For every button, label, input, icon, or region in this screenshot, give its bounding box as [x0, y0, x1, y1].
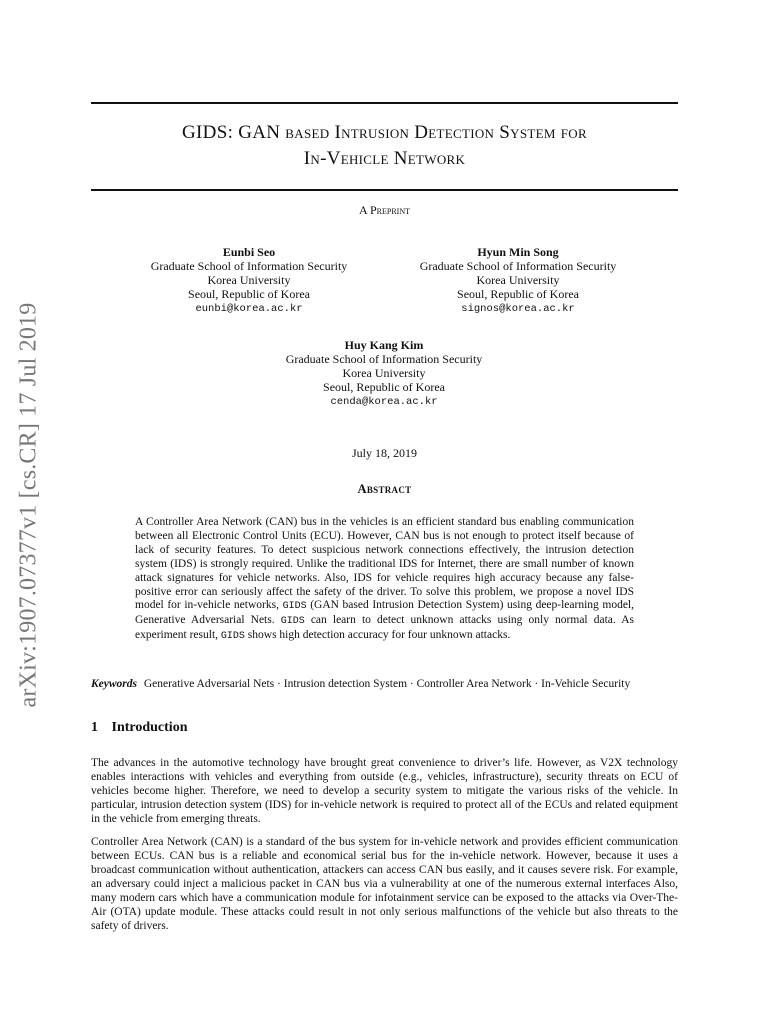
- author-email: eunbi@korea.ac.kr: [195, 303, 303, 315]
- publication-date: July 18, 2019: [351, 446, 417, 460]
- author-email: cenda@korea.ac.kr: [330, 396, 438, 408]
- keywords-list: Generative Adversarial Nets · Intrusion detection System · Controller Area Network · In-Vehicle Security: [143, 678, 631, 690]
- author-block: [254, 338, 514, 409]
- section-number: 1: [91, 720, 98, 735]
- title-rule-bottom: [91, 189, 678, 191]
- section-heading: [91, 720, 187, 736]
- author-name: Huy Kang Kim: [344, 338, 424, 352]
- author-university: Korea University: [342, 366, 426, 380]
- author-email: signos@korea.ac.kr: [461, 303, 575, 315]
- body-paragraph: The advances in the automotive technology have brought great convenience to driver’s life. However, as V2X technology enables interactions with vehicles and everything from outside (e.g., vehicles, infrastructure), security threats on ECU of vehicles become higher. Therefore, we need to develop a security system to mitigate the various risks of the vehicle. In particular, intrusion detection system (IDS) for in-vehicle network is required to protect all of the ECUs and related equipment in the vehicle from emerging threats.: [91, 757, 678, 825]
- author-university: Korea University: [207, 273, 291, 287]
- title-rule-top: [91, 102, 678, 104]
- title-line-1: GIDS: GAN based Intrusion Detection System for: [182, 122, 587, 143]
- keywords: [91, 678, 691, 690]
- title-line-2: In-Vehicle Network: [303, 148, 466, 169]
- section-title: Introduction: [111, 720, 188, 735]
- preprint-label: A Preprint: [358, 203, 410, 217]
- gids-term: GIDS: [220, 631, 245, 643]
- author-affiliation: Graduate School of Information Security: [285, 352, 483, 366]
- arxiv-stamp: [12, 280, 46, 730]
- paper-title: [91, 120, 678, 172]
- abstract-heading: Abstract: [357, 482, 412, 496]
- author-name: Hyun Min Song: [477, 245, 559, 259]
- keywords-label: Keywords: [91, 678, 137, 690]
- author-block: [119, 245, 379, 316]
- abstract-part-4: shows high detection accuracy for four unknown attacks.: [244, 629, 511, 642]
- author-name: Eunbi Seo: [222, 245, 276, 259]
- body-paragraph: Controller Area Network (CAN) is a standard of the bus system for in-vehicle network and provides efficient communication between ECUs. CAN bus is a reliable and economical serial bus for the in-vehicle network. However, because it uses a broadcast communication without authentication, attackers can access CAN bus easily, and it causes severe risk. For example, an adversary could inject a malicious packet in CAN bus via a vulnerability at one of the numerous external interfaces Also, many modern cars which have a communication module for infotainment service can be exposed to the attacks via Over-The-Air (OTA) update module. These attacks could result in not only serious malfunctions of the vehicle but also threats to the safety of drivers.: [91, 836, 678, 932]
- abstract-part-3: can learn to detect unknown attacks using only normal data. As experiment result,: [135, 614, 634, 642]
- arxiv-identifier: arXiv:1907.07377v1 [cs.CR] 17 Jul 2019: [15, 302, 42, 708]
- author-location: Seoul, Republic of Korea: [323, 380, 445, 394]
- author-affiliation: Graduate School of Information Security: [150, 259, 348, 273]
- gids-term: GIDS: [280, 616, 305, 628]
- gids-term: GIDS: [282, 601, 307, 613]
- author-location: Seoul, Republic of Korea: [457, 287, 579, 301]
- author-affiliation: Graduate School of Information Security: [419, 259, 617, 273]
- abstract-text: [135, 516, 634, 644]
- author-university: Korea University: [476, 273, 560, 287]
- author-location: Seoul, Republic of Korea: [188, 287, 310, 301]
- abstract-part-2: (GAN based Intrusion Detection System) using deep-learning model, Generative Adversarial Nets.: [135, 599, 635, 627]
- abstract-part-1: A Controller Area Network (CAN) bus in the vehicles is an efficient standard bus enabling communication between all Electronic Control Units (ECU). However, CAN bus is not enough to protect itself because of lack of security features. To detect suspicious network connections effectively, the intrusion detection system (IDS) is strongly required. Unlike the traditional IDS for Internet, there are small number of known attack signatures for vehicle networks. Also, IDS for vehicle requires high accuracy because any false-positive error can seriously affect the safety of the driver. To solve this problem, we propose a novel IDS model for in-vehicle networks,: [135, 516, 634, 612]
- author-block: [388, 245, 648, 316]
